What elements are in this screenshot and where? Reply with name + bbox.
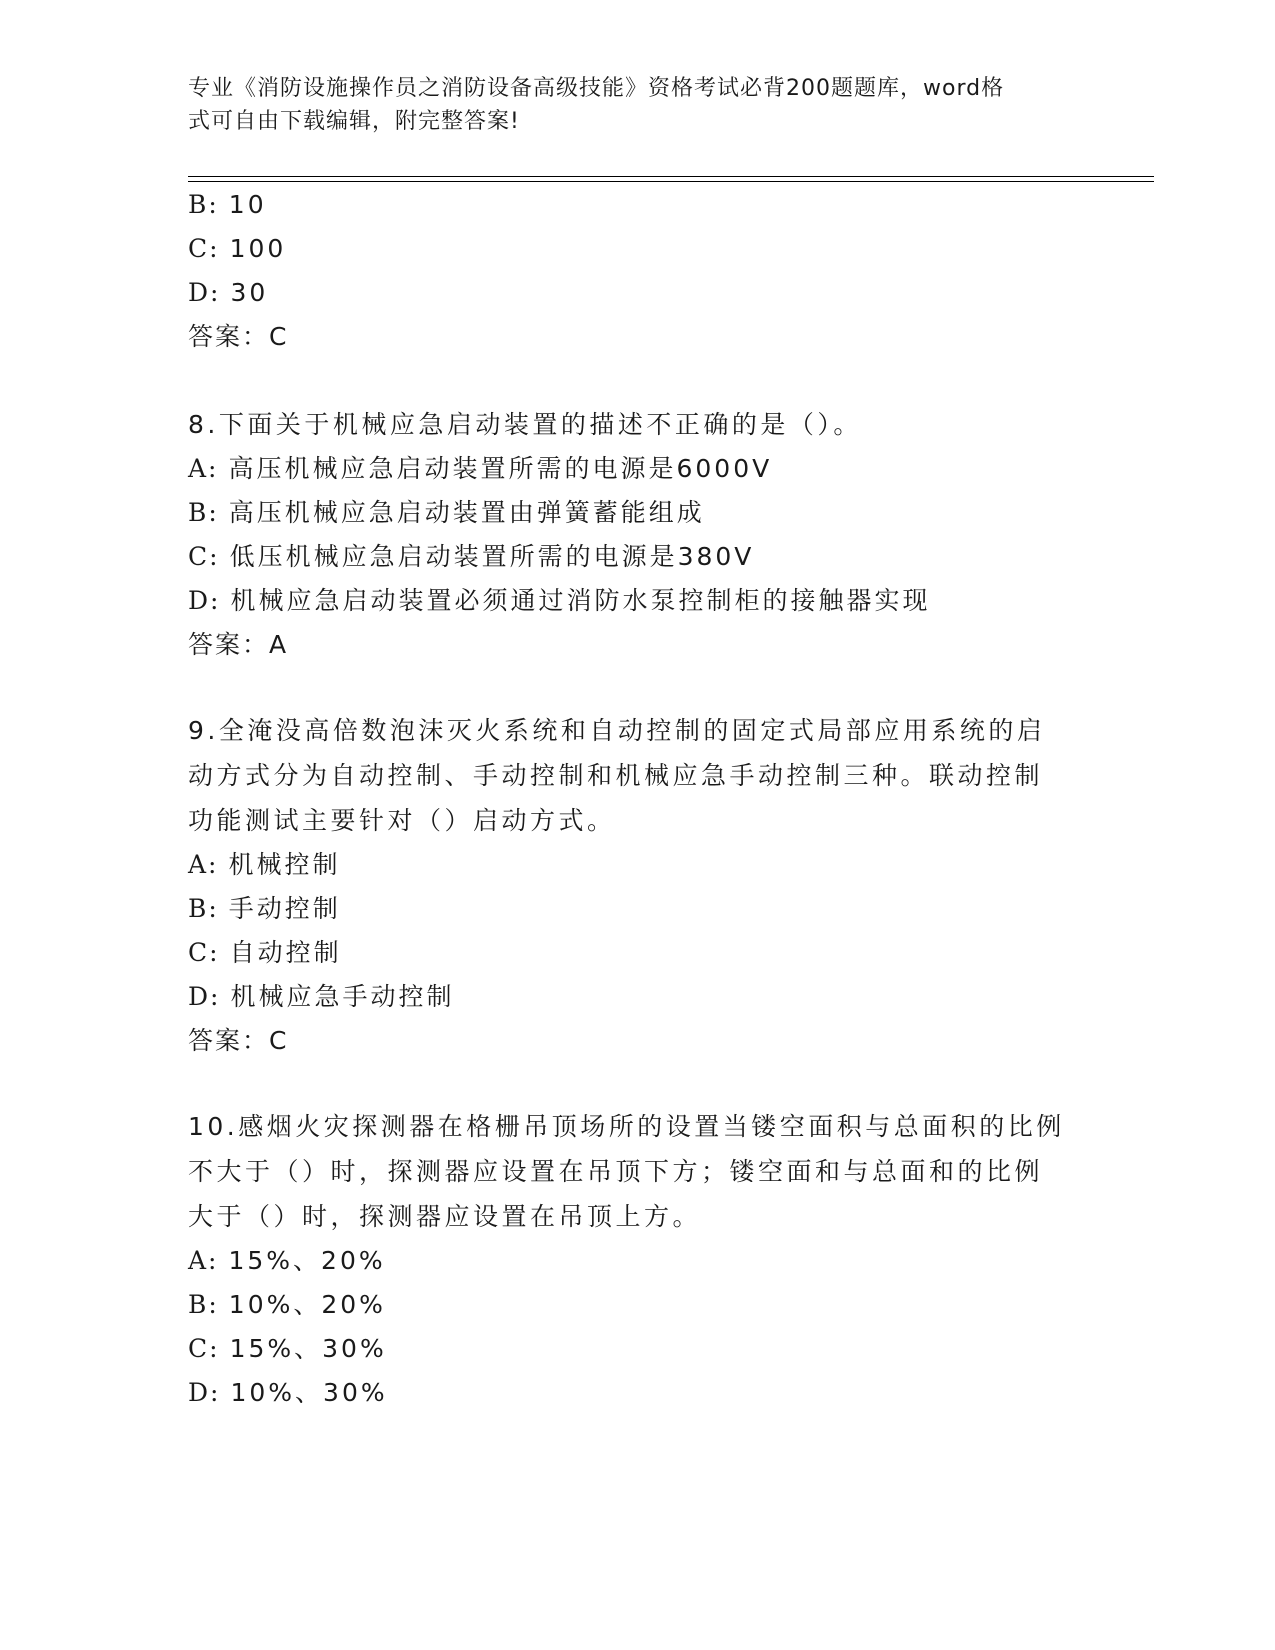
q8-answer: 答案：A — [188, 630, 289, 659]
q9-stem-line-1: 9.全淹没高倍数泡沫灭火系统和自动控制的固定式局部应用系统的启 — [188, 716, 1046, 745]
option-label: C: — [188, 542, 220, 571]
option-text: 30 — [230, 278, 269, 307]
option-text: 低压机械应急启动装置所需的电源是380V — [229, 542, 755, 571]
q9-stem-line-3: 功能测试主要针对（）启动方式。 — [188, 806, 616, 835]
option-text: 10 — [228, 190, 267, 219]
option-text: 自动控制 — [229, 938, 342, 967]
option-label: A: — [188, 1246, 219, 1275]
q9-stem-line-2: 动方式分为自动控制、手动控制和机械应急手动控制三种。联动控制 — [188, 761, 1044, 790]
option-label: D: — [188, 982, 221, 1011]
q9-option-c — [188, 938, 342, 968]
option-text: 机械应急启动装置必须通过消防水泵控制柜的接触器实现 — [230, 586, 931, 615]
option-label: B: — [188, 894, 219, 923]
option-label: C: — [188, 234, 220, 263]
q9-answer: 答案：C — [188, 1026, 289, 1055]
option-label: D: — [188, 1378, 221, 1407]
prev-answer: 答案：C — [188, 322, 289, 351]
option-label: B: — [188, 1290, 219, 1319]
option-text: 10%、20% — [228, 1290, 386, 1319]
option-label: C: — [188, 938, 220, 967]
q9-option-a — [188, 850, 341, 880]
option-label: D: — [188, 586, 221, 615]
option-label: A: — [188, 454, 219, 483]
q8-option-a — [188, 454, 772, 484]
option-text: 高压机械应急启动装置由弹簧蓄能组成 — [228, 498, 705, 527]
option-label: D: — [188, 278, 221, 307]
q10-stem-line-2: 不大于（）时，探测器应设置在吊顶下方；镂空面和与总面和的比例 — [188, 1157, 1044, 1186]
option-label: B: — [188, 498, 219, 527]
prev-option-d — [188, 278, 268, 308]
option-text: 机械应急手动控制 — [230, 982, 455, 1011]
option-label: C: — [188, 1334, 220, 1363]
option-text: 手动控制 — [228, 894, 341, 923]
option-label: B: — [188, 190, 219, 219]
header-divider-top — [188, 176, 1154, 177]
option-text: 15%、30% — [229, 1334, 387, 1363]
q9-option-b — [188, 894, 341, 924]
prev-option-b — [188, 190, 267, 220]
q10-option-a — [188, 1246, 386, 1276]
q10-stem-line-1: 10.感烟火灾探测器在格栅吊顶场所的设置当镂空面积与总面积的比例 — [188, 1112, 1065, 1141]
option-text: 10%、30% — [230, 1378, 388, 1407]
document-header — [188, 72, 1068, 138]
header-line-1: 专业《消防设施操作员之消防设备高级技能》资格考试必背200题题库，word格 — [188, 76, 1005, 101]
q8-option-c — [188, 542, 754, 572]
q8-stem-line-1: 8.下面关于机械应急启动装置的描述不正确的是（）。 — [188, 410, 862, 439]
q9-option-d — [188, 982, 454, 1012]
option-text: 100 — [229, 234, 287, 263]
option-label: A: — [188, 850, 219, 879]
header-divider-bottom — [188, 181, 1154, 182]
q10-option-b — [188, 1290, 386, 1320]
q10-option-c — [188, 1334, 387, 1364]
option-text: 机械控制 — [228, 850, 341, 879]
option-text: 高压机械应急启动装置所需的电源是6000V — [228, 454, 773, 483]
q10-option-d — [188, 1378, 388, 1408]
q10-stem-line-3: 大于（）时，探测器应设置在吊顶上方。 — [188, 1202, 702, 1231]
prev-option-c — [188, 234, 286, 264]
q8-option-d — [188, 586, 930, 616]
q8-option-b — [188, 498, 705, 528]
option-text: 15%、20% — [228, 1246, 386, 1275]
header-line-2: 式可自由下载编辑，附完整答案! — [188, 109, 520, 134]
